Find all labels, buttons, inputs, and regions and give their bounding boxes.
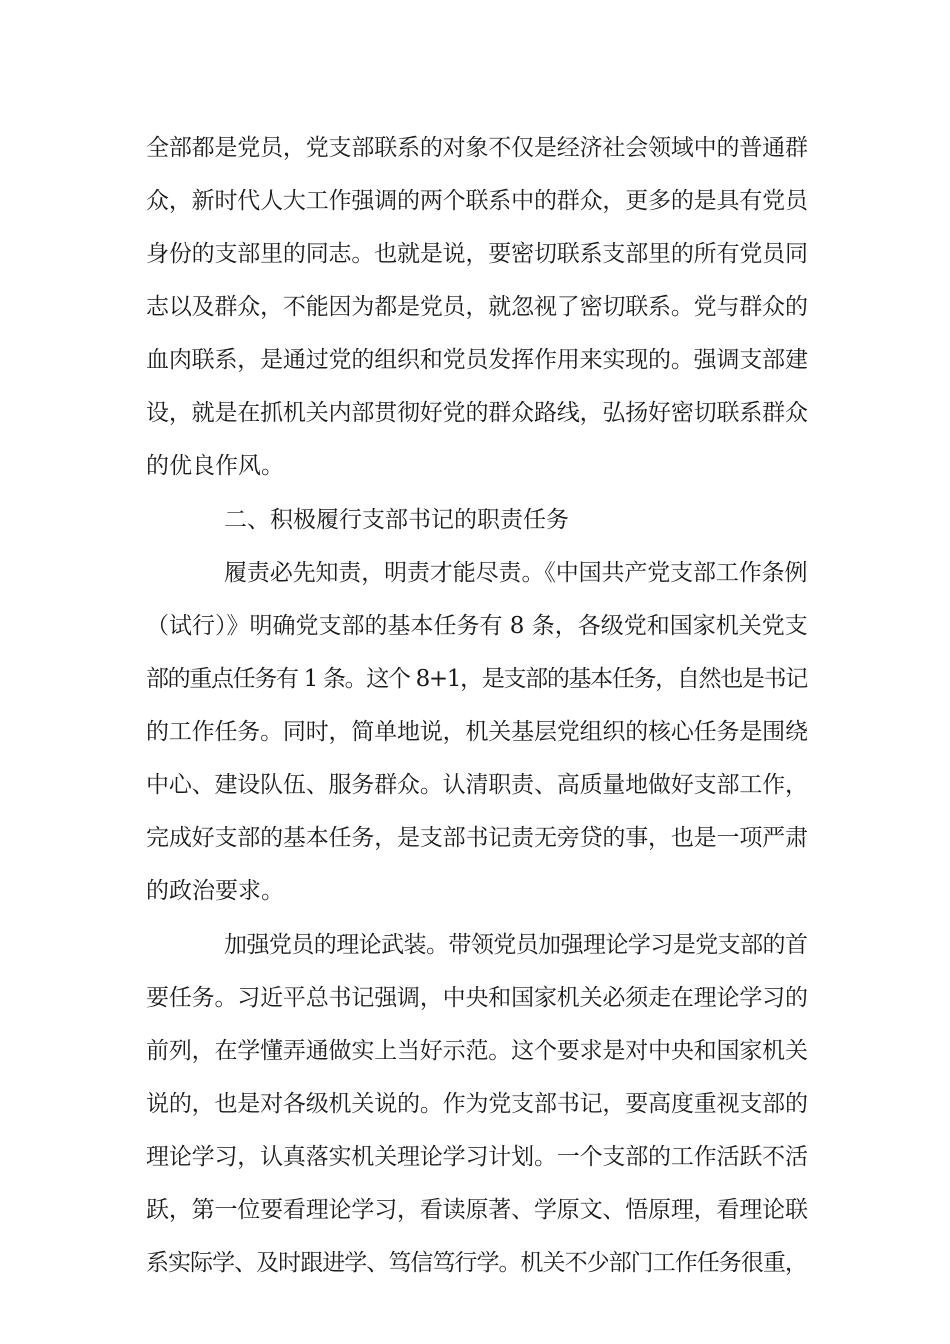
paragraph-1-line-1: 全部都是党员，党支部联系的对象不仅是经济社会领域中的普通群 xyxy=(146,135,808,161)
paragraph-2-line-6: 完成好支部的基本任务，是支部书记责无旁贷的事，也是一项严肃 xyxy=(146,825,808,851)
paragraph-1-line-4: 志以及群众，不能因为都是党员，就忽视了密切联系。党与群众的 xyxy=(146,294,808,320)
paragraph-3-line-5: 理论学习，认真落实机关理论学习计划。一个支部的工作活跃不活 xyxy=(146,1144,808,1170)
paragraph-2-line-7: 的政治要求。 xyxy=(146,878,284,904)
paragraph-2-line-3: 部的重点任务有 1 条。这个 8+1，是支部的基本任务，自然也是书记 xyxy=(146,666,807,692)
paragraph-1-line-5: 血肉联系，是通过党的组织和党员发挥作用来实现的。强调支部建 xyxy=(146,347,808,373)
paragraph-2-line-5: 中心、建设队伍、服务群众。认清职责、高质量地做好支部工作， xyxy=(146,772,808,798)
paragraph-3-line-4: 说的，也是对各级机关说的。作为党支部书记，要高度重视支部的 xyxy=(146,1091,808,1117)
paragraph-3-line-3: 前列，在学懂弄通做实上当好示范。这个要求是对中央和国家机关 xyxy=(146,1038,808,1064)
paragraph-3-line-1: 加强党员的理论武装。带领党员加强理论学习是党支部的首 xyxy=(224,932,808,958)
paragraph-2-line-4: 的工作任务。同时，简单地说，机关基层党组织的核心任务是围绕 xyxy=(146,719,808,745)
paragraph-1-line-6: 设，就是在抓机关内部贯彻好党的群众路线，弘扬好密切联系群众 xyxy=(146,400,808,426)
paragraph-3-line-7: 系实际学、及时跟进学、笃信笃行学。机关不少部门工作任务很重， xyxy=(146,1250,807,1276)
paragraph-1-line-7: 的优良作风。 xyxy=(146,453,284,479)
paragraph-2-line-2: （试行）》明确党支部的基本任务有 8 条，各级党和国家机关党支 xyxy=(146,613,808,639)
section-heading: 二、积极履行支部书记的职责任务 xyxy=(224,507,569,533)
paragraph-1-line-3: 身份的支部里的同志。也就是说，要密切联系支部里的所有党员同 xyxy=(146,241,808,267)
paragraph-1-line-2: 众，新时代人大工作强调的两个联系中的群众，更多的是具有党员 xyxy=(146,188,808,214)
paragraph-3-line-2: 要任务。习近平总书记强调，中央和国家机关必须走在理论学习的 xyxy=(146,985,808,1011)
paragraph-2-line-1: 履责必先知责，明责才能尽责。《中国共产党支部工作条例 xyxy=(224,560,808,586)
paragraph-3-line-6: 跃，第一位要看理论学习，看读原著、学原文、悟原理，看理论联 xyxy=(146,1197,808,1223)
